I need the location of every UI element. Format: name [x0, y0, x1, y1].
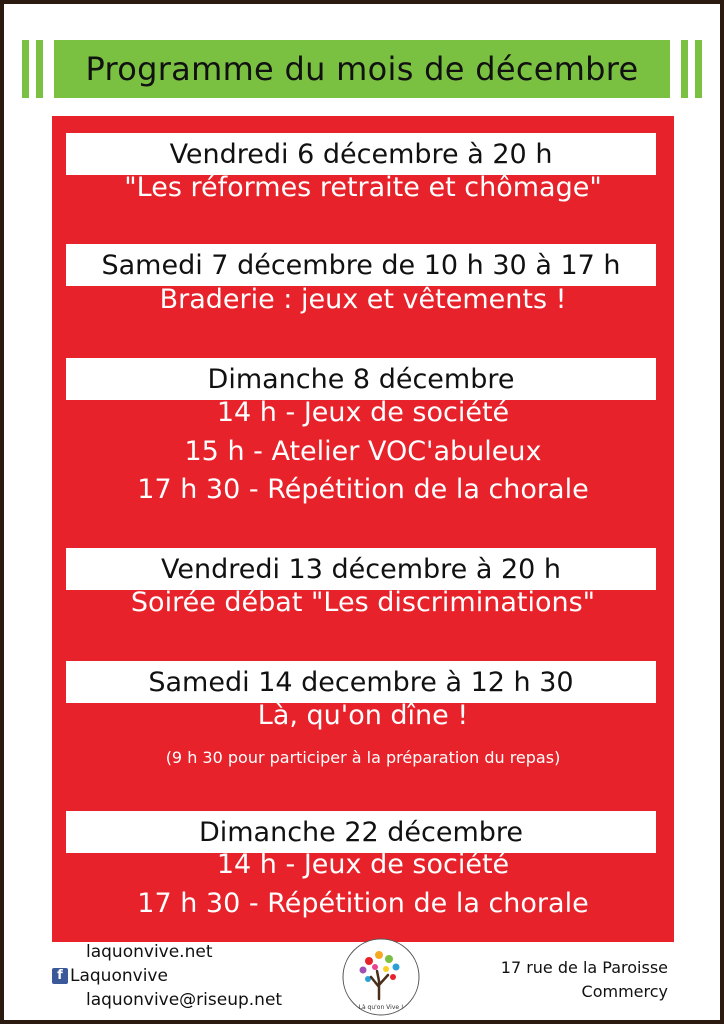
facebook-label: Laquonvive	[70, 966, 168, 986]
event-line: 14 h - Jeux de société	[216, 849, 510, 880]
event-date: Samedi 7 décembre de 10 h 30 à 17 h	[66, 244, 656, 286]
event-line: 17 h 30 - Répétition de la chorale	[137, 474, 589, 505]
event-line: Soirée débat "Les discriminations"	[130, 587, 596, 618]
event-line: 15 h - Atelier VOC'abuleux	[184, 436, 542, 467]
event-date: Dimanche 8 décembre	[66, 358, 656, 400]
programme-panel	[52, 116, 674, 942]
event-line: Là, qu'on dîne !	[257, 700, 469, 731]
logo-text: Là qu'on Vive !	[358, 1004, 404, 1011]
event-note: (9 h 30 pour participer à la préparation du repas)	[165, 748, 561, 767]
left-stripe-1	[22, 40, 29, 98]
address	[440, 956, 668, 1004]
title-banner	[54, 40, 670, 98]
event-line: Braderie : jeux et vêtements !	[159, 284, 567, 315]
address-street: 17 rue de la Paroisse	[500, 958, 668, 977]
event-line: "Les réformes retraite et chômage"	[124, 172, 602, 203]
facebook-icon: f	[52, 968, 68, 984]
contact-info	[52, 940, 302, 1012]
right-stripe-2	[695, 40, 702, 98]
right-stripe-1	[681, 40, 688, 98]
address-city: Commercy	[581, 982, 668, 1001]
event-date: Vendredi 6 décembre à 20 h	[66, 133, 656, 175]
event-date: Dimanche 22 décembre	[66, 811, 656, 853]
left-stripe-2	[36, 40, 43, 98]
tree-logo	[341, 937, 421, 1017]
event-line: 17 h 30 - Répétition de la chorale	[137, 888, 589, 919]
facebook-link[interactable]	[52, 964, 302, 988]
event-line: 14 h - Jeux de société	[216, 397, 510, 428]
event-date: Samedi 14 decembre à 12 h 30	[66, 661, 656, 703]
email-link[interactable]: laquonvive@riseup.net	[86, 990, 283, 1010]
event-date: Vendredi 13 décembre à 20 h	[66, 548, 656, 590]
website-link[interactable]: laquonvive.net	[86, 942, 213, 962]
page-title: Programme du mois de décembre	[85, 50, 639, 88]
